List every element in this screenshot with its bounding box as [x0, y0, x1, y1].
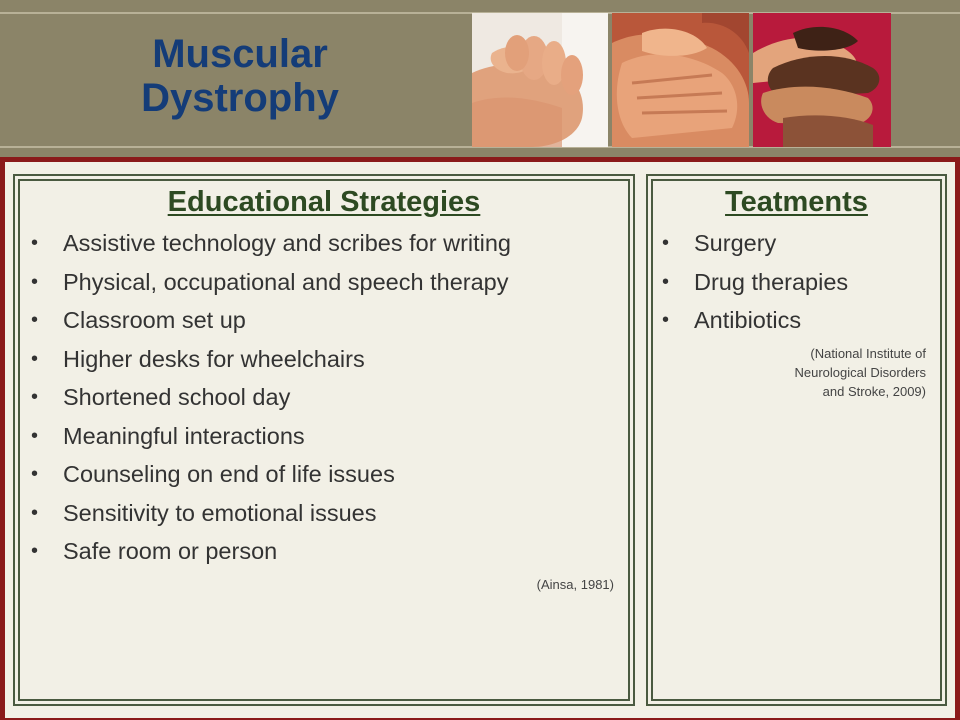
bullet-icon: • [31, 347, 39, 370]
list-item [31, 344, 511, 383]
list-item-text: Assistive technology and scribes for writing [63, 230, 512, 256]
list-item-text: Shortened school day [63, 384, 291, 410]
citation-line: Neurological Disorders [794, 365, 926, 380]
slide-title [60, 32, 420, 120]
list-item [31, 305, 511, 344]
bullet-icon: • [31, 309, 39, 331]
list-item [31, 228, 511, 267]
list-item [31, 459, 511, 498]
citation-ainsa: (Ainsa, 1981) [536, 577, 614, 592]
elderly-hands-photo [612, 13, 749, 147]
title-line-2: Dystrophy [141, 76, 339, 120]
bullet-icon: • [662, 309, 670, 331]
list-item-text: Counseling on end of life issues [63, 461, 395, 487]
bullet-icon: • [662, 270, 670, 293]
list-item-text: Safe room or person [63, 538, 278, 564]
list-item-text: Higher desks for wheelchairs [63, 345, 365, 372]
treatments-panel [646, 174, 947, 706]
list-item [662, 228, 848, 267]
list-item [662, 267, 848, 306]
header-banner [0, 0, 960, 157]
list-item-text: Drug therapies [694, 268, 849, 295]
list-item-text: Physical, occupational and speech therapy [63, 268, 509, 295]
list-item [31, 382, 511, 421]
baby-hand-holding-finger-photo [472, 13, 608, 147]
bullet-icon: • [31, 501, 39, 524]
treatments-heading: Teatments [725, 186, 868, 218]
list-item [31, 267, 511, 306]
citation-line: and Stroke, 2009) [822, 384, 926, 399]
bullet-icon: • [31, 386, 39, 408]
citation-line: (National Institute of [810, 346, 926, 361]
treatments-list [662, 228, 848, 344]
list-item [31, 498, 511, 537]
list-item-text: Classroom set up [63, 307, 246, 333]
list-item [662, 305, 848, 344]
citation-ninds [686, 344, 926, 401]
bullet-icon: • [31, 463, 39, 485]
list-item-text: Sensitivity to emotional issues [63, 499, 377, 526]
educational-strategies-heading: Educational Strategies [167, 186, 481, 218]
list-item-text: Antibiotics [694, 307, 802, 333]
list-item [31, 421, 511, 460]
stacked-hands-photo [753, 13, 891, 147]
bullet-icon: • [662, 232, 670, 254]
title-line-1: Muscular [152, 32, 328, 76]
list-item-text: Meaningful interactions [63, 422, 305, 449]
educational-strategies-panel [13, 174, 635, 706]
bullet-icon: • [31, 270, 39, 293]
list-item [31, 536, 511, 575]
educational-strategies-list [31, 228, 511, 575]
bullet-icon: • [31, 424, 39, 447]
bullet-icon: • [31, 540, 39, 562]
list-item-text: Surgery [694, 230, 777, 256]
bullet-icon: • [31, 232, 39, 254]
